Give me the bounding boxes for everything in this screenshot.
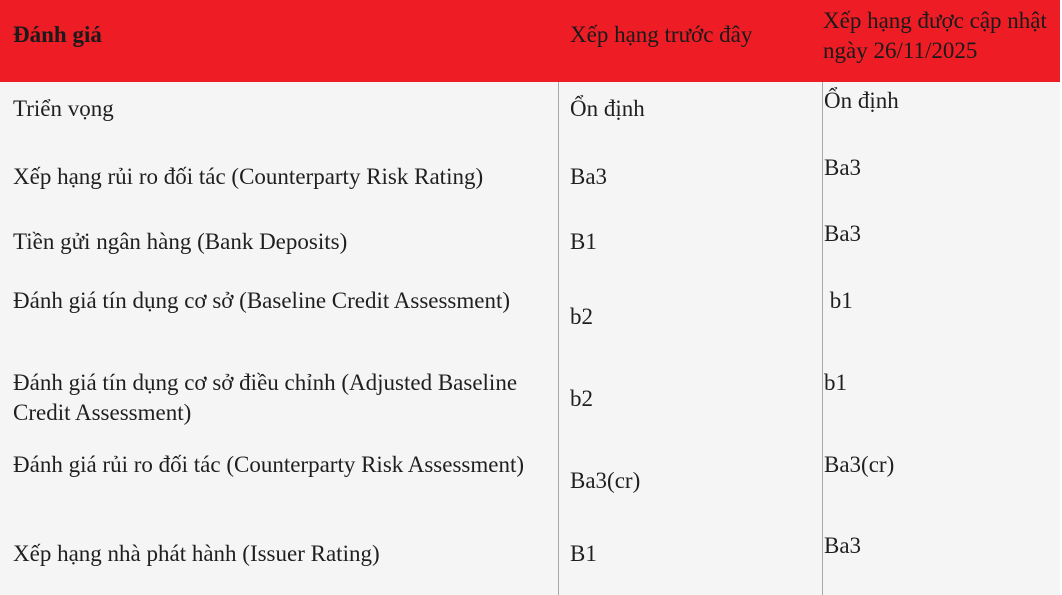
row-updated: b1 xyxy=(824,370,847,395)
row-label: Xếp hạng nhà phát hành (Issuer Rating) xyxy=(13,541,380,566)
column-divider-2 xyxy=(822,82,823,595)
row-label: Đánh giá tín dụng cơ sở (Baseline Credit Assessment) xyxy=(13,288,511,313)
row-updated: Ba3 xyxy=(824,155,862,180)
header-assessment: Đánh giá xyxy=(13,22,102,47)
row-label: Tiền gửi ngân hàng (Bank Deposits) xyxy=(13,229,348,254)
header-previous-rating: Xếp hạng trước đây xyxy=(570,22,753,47)
row-updated: Ba3 xyxy=(824,221,862,246)
row-updated: Ba3(cr) xyxy=(824,452,895,477)
row-previous: b2 xyxy=(570,386,593,411)
row-previous: B1 xyxy=(570,229,597,254)
row-label: Xếp hạng rủi ro đối tác (Counterparty Risk Rating) xyxy=(13,164,484,189)
header-updated-rating: Xếp hạng được cập nhật ngày 26/11/2025 xyxy=(823,8,1047,63)
table-header xyxy=(0,0,1060,82)
row-updated: Ba3 xyxy=(824,533,862,558)
row-previous: B1 xyxy=(570,541,597,566)
column-divider-1 xyxy=(558,82,559,595)
row-previous: Ba3 xyxy=(570,164,608,189)
row-updated: b1 xyxy=(824,288,853,313)
row-label: Triển vọng xyxy=(13,96,114,121)
row-previous: Ba3(cr) xyxy=(570,468,641,493)
row-label: Đánh giá rủi ro đối tác (Counterparty Risk Assessment) xyxy=(13,452,525,477)
row-updated: Ổn định xyxy=(824,88,899,113)
row-label: Đánh giá tín dụng cơ sở điều chỉnh (Adjusted Baseline Credit Assessment) xyxy=(13,370,518,425)
row-previous: b2 xyxy=(570,304,593,329)
row-previous: Ổn định xyxy=(570,96,645,121)
